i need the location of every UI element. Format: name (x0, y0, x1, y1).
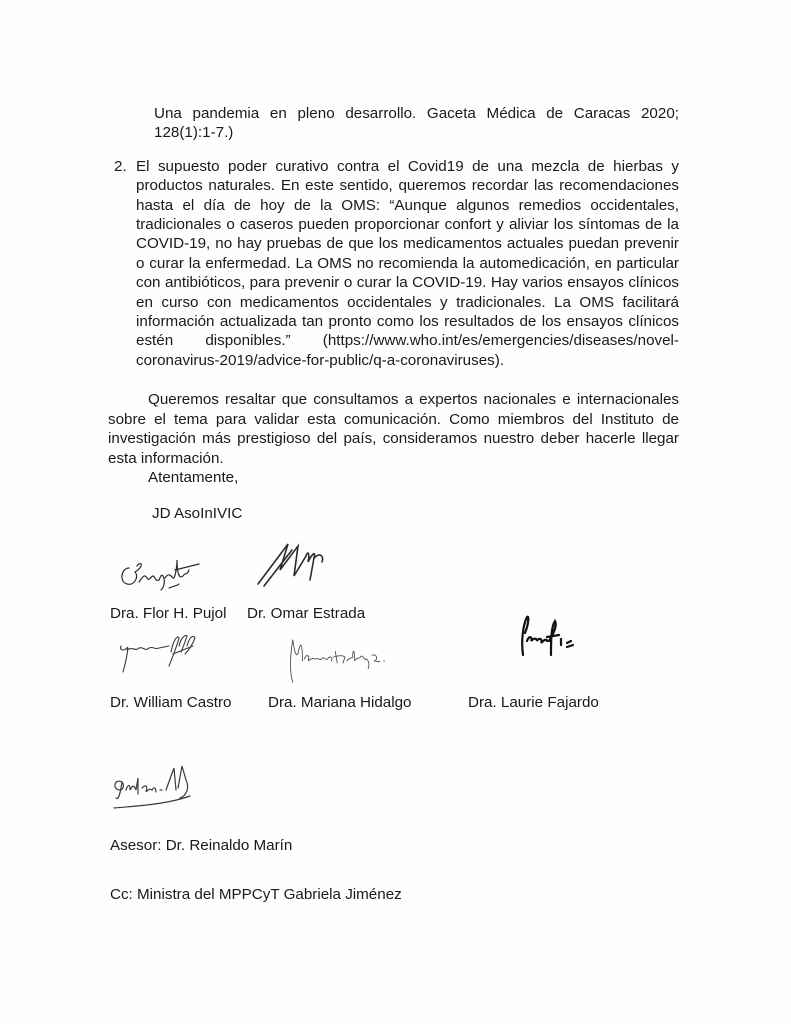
reference-line: Una pandemia en pleno desarrollo. Gaceta Médica de Caracas 2020; (154, 105, 679, 122)
paragraph-line: información actualizada tan pronto como los resultados de los ensayos clínicos (136, 313, 679, 331)
paragraph-line: estén disponibles.” (https://www.who.int/es/emergencies/diseases/novel- (136, 332, 679, 350)
advisor-label: Asesor: Dr. Reinaldo Marín (110, 837, 293, 854)
cc-line: Cc: Ministra del MPPCyT Gabriela Jiménez (110, 886, 402, 903)
salutation: Atentamente, (148, 468, 239, 486)
signatory-name: Dr. William Castro (110, 694, 232, 711)
paragraph-line: sobre el tema para validar esta comunicación. Como miembros del Instituto de (108, 410, 679, 428)
signature-fajardo (515, 611, 585, 661)
signature-pujol (115, 546, 205, 596)
signatory-name: Dra. Flor H. Pujol (110, 605, 227, 622)
paragraph-line: en curso con medicamentos occidentales y tradicionales. La OMS facilitará (136, 293, 679, 311)
signature-hidalgo (283, 632, 403, 690)
paragraph-line: tradicionales o caseros pueden proporcionar confort y aliviar los síntomas de la (136, 216, 679, 234)
paragraph-line: COVID-19, no hay pruebas de que los medicamentos actuales puedan prevenir (136, 235, 679, 253)
paragraph-line: El supuesto poder curativo contra el Covid19 de una mezcla de hierbas y (136, 157, 679, 175)
reference-continuation (154, 104, 679, 143)
list-number: 2. (114, 157, 127, 175)
paragraph-line: o curar la enfermedad. La OMS no recomienda la automedicación, en particular (136, 254, 679, 272)
signature-marin (108, 760, 208, 820)
sender: JD AsoInIVIC (152, 505, 243, 523)
signatory-name: Dra. Mariana Hidalgo (268, 694, 412, 711)
paragraph-line: hasta el día de hoy de la OMS: “Aunque algunos remedios occidentales, (136, 196, 679, 214)
paragraph-line: productos naturales. En este sentido, queremos recordar las recomendaciones (136, 177, 679, 195)
signatory-name: Dr. Omar Estrada (247, 605, 366, 622)
paragraph-line: investigación más prestigioso del país, consideramos nuestro deber hacerle llegar (108, 430, 679, 448)
reference-line: 128(1):1-7.) (154, 124, 234, 142)
paragraph-line: coronavirus-2019/advice-for-public/q-a-coronaviruses). (136, 351, 505, 369)
paragraph-line: Queremos resaltar que consultamos a expertos nacionales e internacionales (148, 391, 679, 409)
letter-body (0, 104, 791, 524)
list-item-2 (114, 157, 679, 370)
paragraph-line: esta información. (108, 449, 224, 467)
paragraph-line: con antibióticos, para prevenir o curar la COVID-19. Hay varios ensayos clínicos (136, 274, 679, 292)
signature-castro (115, 632, 215, 682)
signatory-name: Dra. Laurie Fajardo (468, 694, 599, 711)
list-item-body (136, 157, 679, 370)
signature-estrada (250, 536, 340, 596)
closing-paragraph (108, 390, 679, 487)
